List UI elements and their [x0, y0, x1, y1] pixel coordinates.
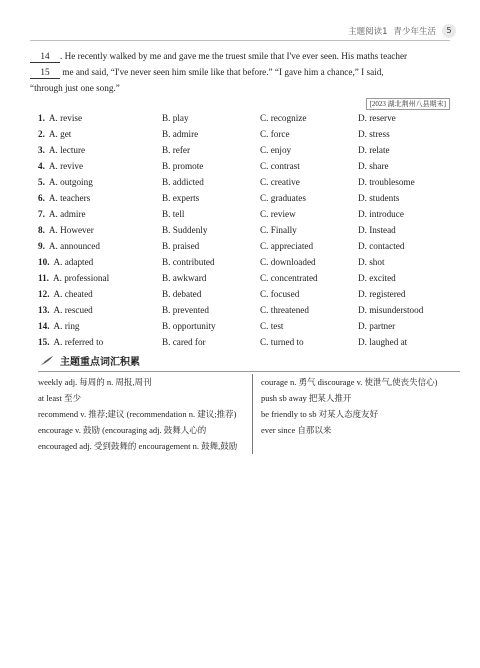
question-row: 7. A. admire B. tell C. review D. introduce — [38, 209, 404, 219]
blank-15: 15 — [30, 66, 60, 79]
question-row: 5. A. outgoing B. addicted C. creative D. troublesome — [38, 177, 415, 187]
question-row: 10. A. adapted B. contributed C. downloaded D. shot — [38, 257, 385, 267]
question-row: 15. A. referred to B. cared for C. turned to D. laughed at — [38, 337, 408, 347]
vocab-entry: encouraged adj. 受到鼓舞的 encouragement n. 鼓舞,鼓励 — [38, 441, 238, 451]
vocab-list — [38, 374, 460, 454]
blank-14: 14 — [30, 50, 60, 63]
vocab-section-title — [38, 353, 140, 368]
question-row: 13. A. rescued B. prevented C. threatened D. misunderstood — [38, 305, 424, 315]
section-label: 主题阅读1 — [348, 27, 388, 37]
header-divider — [30, 40, 450, 41]
question-row: 2. A. get B. admire C. force D. stress — [38, 129, 390, 139]
options-list — [38, 110, 458, 350]
vocab-title-text: 主题重点词汇积累 — [60, 357, 140, 368]
topic-label: 青少年生活 — [393, 27, 436, 37]
vocab-entry: encourage v. 鼓励 (encouraging adj. 鼓舞人心的 — [38, 425, 207, 435]
question-row: 3. A. lecture B. refer C. enjoy D. relate — [38, 145, 390, 155]
vocab-entry: at least 至少 — [38, 393, 81, 403]
question-row: 8. A. However B. Suddenly C. Finally D. Instead — [38, 225, 396, 235]
vocab-entry: weekly adj. 每周的 n. 周报,周刊 — [38, 377, 152, 387]
feather-icon — [38, 355, 54, 367]
passage-text — [30, 48, 450, 96]
vocab-right-column — [253, 374, 438, 454]
page-header — [348, 24, 456, 38]
vocab-entry: push sb away 把某人推开 — [261, 393, 352, 403]
page-number: 5 — [442, 24, 456, 38]
vocab-entry: ever since 自那以来 — [261, 425, 332, 435]
vocab-left-column — [38, 374, 253, 454]
vocab-entry: be friendly to sb 对某人态度友好 — [261, 409, 379, 419]
question-row: 9. A. announced B. praised C. appreciated D. contacted — [38, 241, 405, 251]
passage-line-2: 15 me and said, “I've never seen him smile like that before.” “I gave him a chance,” I said, — [30, 64, 450, 80]
passage-line-3: “through just one song.” — [30, 83, 120, 93]
vocab-divider — [38, 371, 460, 372]
source-tag: [2023 湖北荆州八县期末] — [366, 98, 450, 110]
question-row: 11. A. professional B. awkward C. concentrated D. excited — [38, 273, 396, 283]
question-row: 1. A. revise B. play C. recognize D. reserve — [38, 113, 396, 123]
vocab-entry: courage n. 勇气 discourage v. 使泄气,使丧失信心) — [261, 377, 438, 387]
question-row: 12. A. cheated B. debated C. focused D. registered — [38, 289, 406, 299]
passage-line-1: 14 . He recently walked by me and gave me the truest smile that I've ever seen. His maths teacher — [30, 48, 450, 64]
question-row: 6. A. teachers B. experts C. graduates D. students — [38, 193, 400, 203]
question-row: 14. A. ring B. opportunity C. test D. partner — [38, 321, 396, 331]
question-row: 4. A. revive B. promote C. contrast D. share — [38, 161, 389, 171]
vocab-entry: recommend v. 推荐;建议 (recommendation n. 建议;推荐) — [38, 409, 237, 419]
